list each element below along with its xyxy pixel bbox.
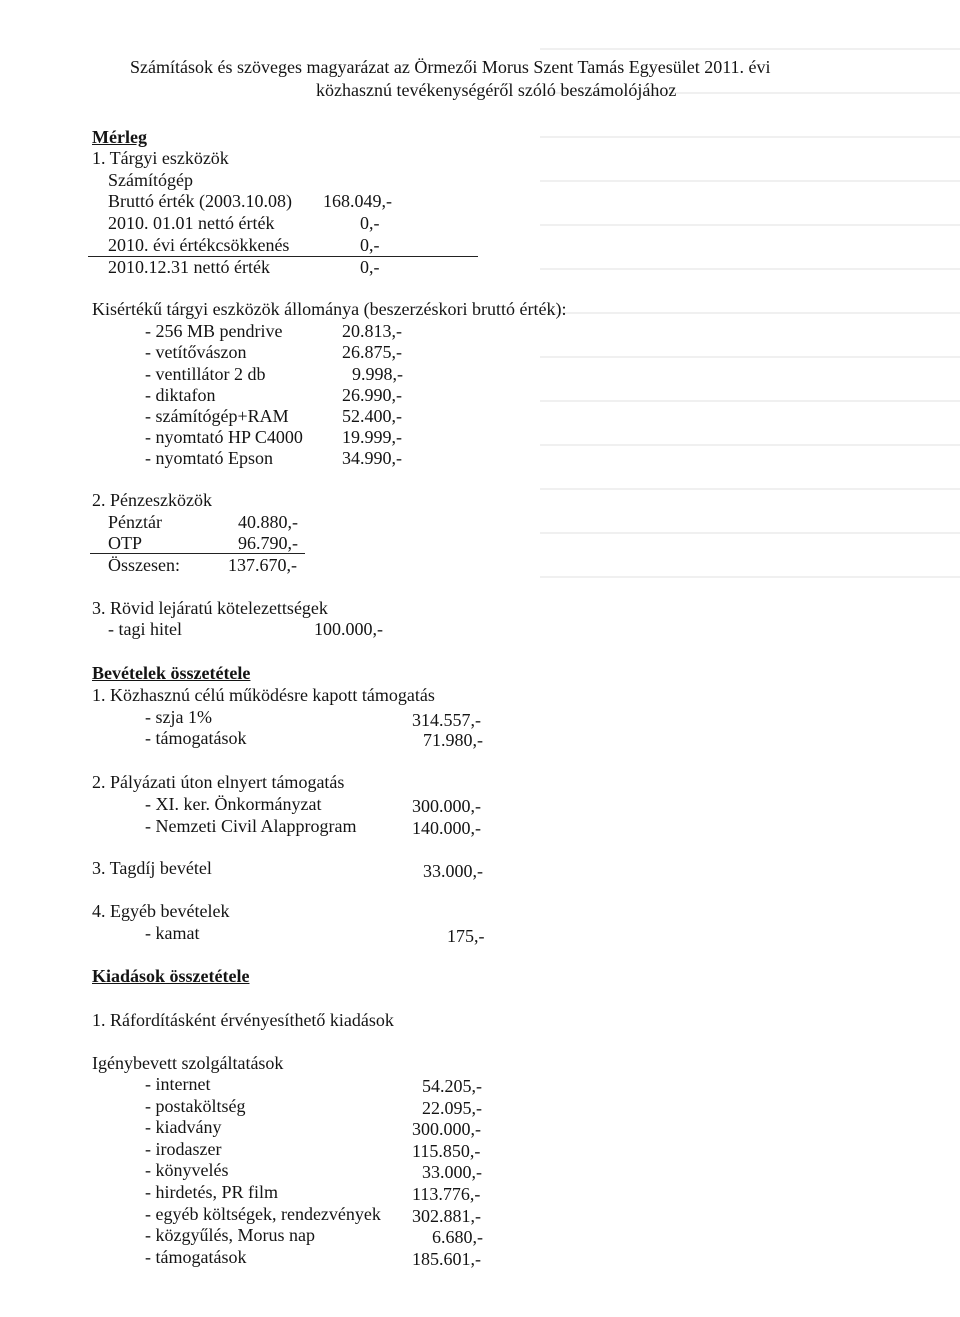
- targyi-sub: Számítógép: [108, 170, 193, 190]
- merleg-title: Mérleg: [92, 127, 147, 147]
- targyi-row-value: 168.049,-: [323, 191, 392, 211]
- kotelezettseg-label: - tagi hitel: [108, 619, 182, 639]
- bleed-through-text: [540, 30, 960, 610]
- kiadas-item-label: - könyvelés: [145, 1160, 229, 1180]
- kisertek-item-label: - nyomtató HP C4000: [145, 427, 303, 447]
- kiadasok-sub: Igénybevett szolgáltatások: [92, 1053, 284, 1073]
- kisertek-item-label: - 256 MB pendrive: [145, 321, 283, 341]
- kiadas-item-label: - kiadvány: [145, 1117, 222, 1137]
- bevetelek-title: Bevételek összetétele: [92, 663, 251, 683]
- kisertek-item-label: - számítógép+RAM: [145, 406, 289, 426]
- penz-row-label: Pénztár: [108, 512, 162, 532]
- kotelezettseg-heading: 3. Rövid lejáratú kötelezettségek: [92, 598, 328, 618]
- kiadas-item-label: - internet: [145, 1074, 211, 1094]
- kisertek-item-label: - nyomtató Epson: [145, 448, 273, 468]
- kisertek-item-label: - vetítővászon: [145, 342, 247, 362]
- kiadasok-heading: 1. Ráfordításként érvényesíthető kiadások: [92, 1010, 394, 1030]
- kiadas-item-value: 300.000,-: [412, 1119, 481, 1139]
- bevetel-heading: 4. Egyéb bevételek: [92, 901, 230, 921]
- kiadas-item-label: - egyéb költségek, rendezvények: [145, 1204, 381, 1224]
- targyi-row-label: 2010.12.31 nettó érték: [108, 257, 270, 277]
- targyi-row-label: 2010. évi értékcsökkenés: [108, 235, 290, 255]
- kotelezettseg-value: 100.000,-: [314, 619, 383, 639]
- penz-heading: 2. Pénzeszközök: [92, 490, 212, 510]
- kiadas-item-value: 54.205,-: [422, 1076, 482, 1096]
- kiadas-item-label: - hirdetés, PR film: [145, 1182, 278, 1202]
- kiadas-item-value: 185.601,-: [412, 1249, 481, 1269]
- header-line-1: Számítások és szöveges magyarázat az Örmezői Morus Szent Tamás Egyesület 2011. évi: [130, 57, 771, 77]
- kiadas-item-value: 6.680,-: [432, 1227, 483, 1247]
- kiadas-item-label: - postaköltség: [145, 1096, 246, 1116]
- bevetel-item-value: 71.980,-: [423, 730, 483, 750]
- kisertek-item-value: 26.875,-: [342, 342, 402, 362]
- header-line-2: közhasznú tevékenységéről szóló beszámolójához: [316, 80, 677, 100]
- bevetel-item-label: - szja 1%: [145, 707, 212, 727]
- targyi-heading: 1. Tárgyi eszközök: [92, 148, 229, 168]
- kiadas-item-value: 302.881,-: [412, 1206, 481, 1226]
- bevetel-item-label: - Nemzeti Civil Alapprogram: [145, 816, 357, 836]
- kisertek-item-value: 9.998,-: [352, 364, 403, 384]
- penz-row-value: 137.670,-: [228, 555, 297, 575]
- bevetel-heading: 1. Közhasznú célú működésre kapott támogatás: [92, 685, 435, 705]
- kiadasok-title: Kiadások összetétele: [92, 966, 250, 986]
- penz-row-label: OTP: [108, 533, 143, 553]
- kisertek-item-value: 20.813,-: [342, 321, 402, 341]
- kiadas-item-label: - közgyűlés, Morus nap: [145, 1225, 315, 1245]
- kisertek-item-value: 26.990,-: [342, 385, 402, 405]
- bevetel-item-value: 300.000,-: [412, 796, 481, 816]
- targyi-row-value: 0,-: [360, 257, 380, 277]
- penz-row-label: Összesen:: [108, 555, 180, 575]
- targyi-row-label: 2010. 01.01 nettó érték: [108, 213, 275, 233]
- bevetel-item-label: - kamat: [145, 923, 200, 943]
- kisertek-item-label: - diktafon: [145, 385, 216, 405]
- targyi-row-value: 0,-: [360, 235, 380, 255]
- kiadas-item-value: 33.000,-: [422, 1162, 482, 1182]
- bevetel-item-label: - XI. ker. Önkormányzat: [145, 794, 322, 814]
- bevetel-heading: 2. Pályázati úton elnyert támogatás: [92, 772, 345, 792]
- kisertek-heading: Kisértékű tárgyi eszközök állománya (beszerzéskori bruttó érték):: [92, 299, 567, 319]
- kisertek-item-label: - ventillátor 2 db: [145, 364, 266, 384]
- bevetel-item-label: - támogatások: [145, 728, 247, 748]
- bevetel-heading: 3. Tagdíj bevétel: [92, 858, 212, 878]
- bevetel-item-value: 175,-: [447, 926, 485, 946]
- bevetel-value: 33.000,-: [423, 861, 483, 881]
- kisertek-item-value: 34.990,-: [342, 448, 402, 468]
- bevetel-item-value: 314.557,-: [412, 710, 481, 730]
- kiadas-item-value: 22.095,-: [422, 1098, 482, 1118]
- kiadas-item-label: - irodaszer: [145, 1139, 222, 1159]
- subtotal-rule: [90, 553, 305, 554]
- bevetel-item-value: 140.000,-: [412, 818, 481, 838]
- penz-row-value: 96.790,-: [238, 533, 298, 553]
- kiadas-item-value: 115.850,-: [412, 1141, 481, 1161]
- kisertek-item-value: 52.400,-: [342, 406, 402, 426]
- kisertek-item-value: 19.999,-: [342, 427, 402, 447]
- kiadas-item-value: 113.776,-: [412, 1184, 481, 1204]
- kiadas-item-label: - támogatások: [145, 1247, 247, 1267]
- penz-row-value: 40.880,-: [238, 512, 298, 532]
- targyi-row-value: 0,-: [360, 213, 380, 233]
- targyi-row-label: Bruttó érték (2003.10.08): [108, 191, 292, 211]
